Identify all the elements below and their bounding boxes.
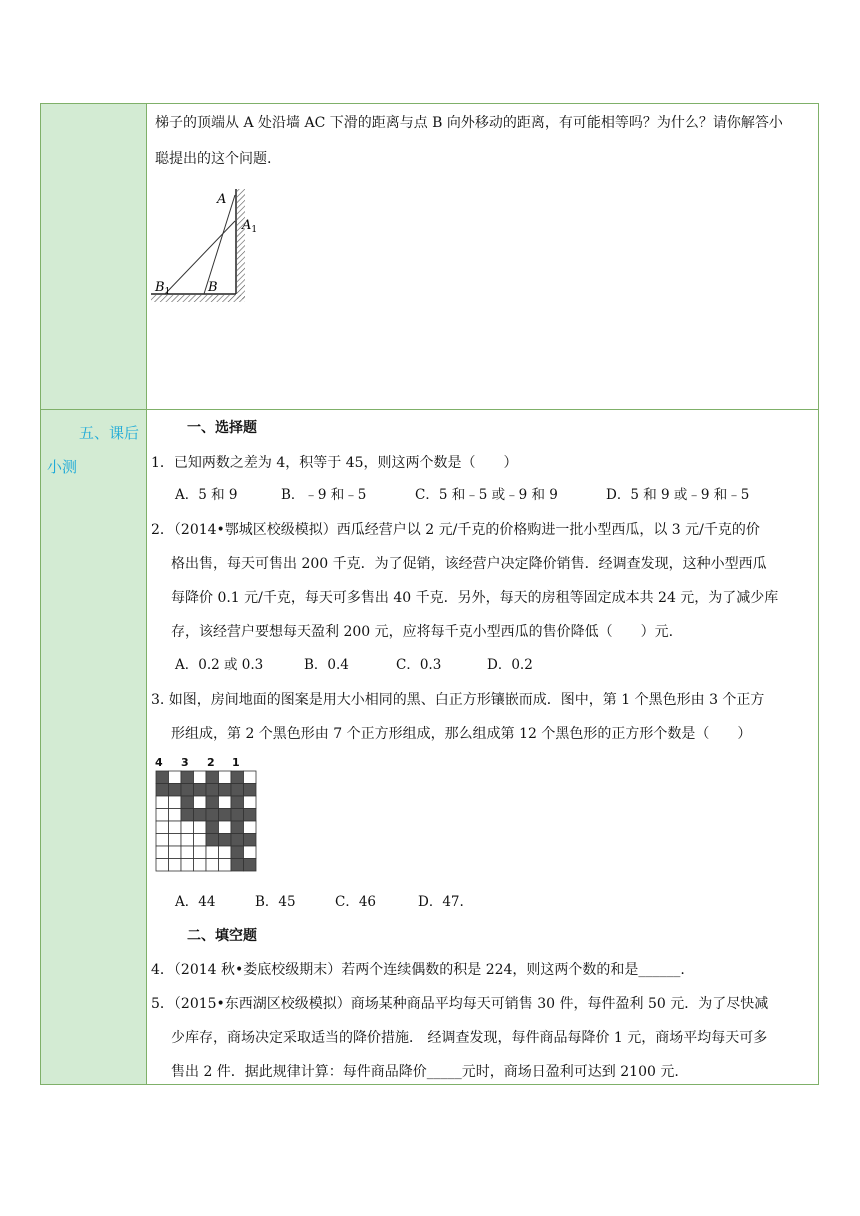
- tiling-number-1: 1: [232, 756, 240, 769]
- ladder-slid: [165, 221, 235, 294]
- tiling-cell: [219, 796, 232, 809]
- label-B: B: [208, 280, 218, 295]
- tiling-cell: [219, 771, 232, 784]
- q2-option-b: B．0.4: [304, 657, 349, 673]
- q1-option-a: A．5 和 9: [175, 487, 238, 503]
- tiling-cell: [156, 809, 169, 822]
- tiling-cell: [219, 834, 232, 847]
- tiling-cell: [156, 796, 169, 809]
- ladder-question-line1: 梯子的顶端从 A 处沿墙 AC 下滑的距离与点 B 向外移动的距离，有可能相等吗？为什么？请你解答小: [155, 115, 783, 131]
- choice-heading: 一、选择题: [187, 420, 257, 436]
- tiling-cell: [181, 796, 194, 809]
- q1-option-d: D．5 和 9 或﹣9 和﹣5: [606, 487, 750, 503]
- tiling-cell: [219, 809, 232, 822]
- q2-option-c: C．0.3: [396, 657, 442, 673]
- tiling-cell: [206, 784, 219, 797]
- tiling-cell: [244, 809, 257, 822]
- q3-option-b: B．45: [255, 894, 296, 910]
- section-label-line1: 五、课后: [79, 424, 140, 442]
- left-label-column: [41, 104, 146, 1084]
- tiling-cell: [169, 771, 182, 784]
- q2-line3: 每降价 0.1 元/千克，每天可多售出 40 千克．另外，每天的房租等固定成本共 24 元，为了减少库: [171, 590, 779, 606]
- tiling-cell: [244, 834, 257, 847]
- tiling-cell: [244, 796, 257, 809]
- tiling-cell: [206, 846, 219, 859]
- tiling-cell: [181, 859, 194, 872]
- tiling-cell: [194, 796, 207, 809]
- q3-line2: 形组成，第 2 个黑色形由 7 个正方形组成，那么组成第 12 个黑色形的正方形个数是（ ）: [171, 726, 752, 742]
- tiling-cell: [181, 834, 194, 847]
- tiling-cell: [181, 784, 194, 797]
- q3-line1: 3. 如图，房间地面的图案是用大小相同的黑、白正方形镶嵌而成．图中，第 1 个黑色形由 3 个正方: [151, 692, 765, 708]
- tiling-cell: [169, 821, 182, 834]
- q2-option-a: A．0.2 或 0.3: [175, 657, 264, 673]
- q3-option-c: C．46: [335, 894, 377, 910]
- tiling-grid: [155, 770, 267, 876]
- tiling-cell: [231, 771, 244, 784]
- tiling-cell: [231, 846, 244, 859]
- q2-line2: 格出售，每天可售出 200 千克．为了促销，该经营户决定降价销售．经调查发现，这种小型西瓜: [171, 556, 767, 572]
- tiling-cell: [244, 821, 257, 834]
- tiling-cell: [156, 846, 169, 859]
- tiling-cell: [231, 796, 244, 809]
- wall-hatch: [237, 189, 245, 299]
- tiling-cell: [231, 809, 244, 822]
- q3-option-a: A．44: [175, 894, 216, 910]
- ladder-question-line2: 聪提出的这个问题.: [155, 151, 272, 167]
- tiling-cell: [206, 796, 219, 809]
- tiling-cell: [181, 846, 194, 859]
- tiling-cell: [156, 859, 169, 872]
- tiling-cell: [169, 846, 182, 859]
- q5-line3: 售出 2 件．据此规律计算：每件商品降价_____元时，商场日盈利可达到 2100 元.: [171, 1064, 679, 1080]
- tiling-cell: [156, 784, 169, 797]
- tiling-cell: [169, 834, 182, 847]
- q1-text: 1．已知两数之差为 4，积等于 45，则这两个数是（ ）: [151, 455, 518, 471]
- tiling-cell: [244, 859, 257, 872]
- tiling-cell: [231, 834, 244, 847]
- worksheet-table: [40, 103, 819, 1085]
- tiling-cell: [219, 859, 232, 872]
- tiling-cell: [219, 821, 232, 834]
- q2-option-d: D．0.2: [487, 657, 533, 673]
- tiling-cell: [231, 859, 244, 872]
- ladder-figure: [147, 179, 277, 309]
- tiling-cell: [231, 784, 244, 797]
- tiling-cell: [181, 821, 194, 834]
- tiling-cell: [169, 809, 182, 822]
- tiling-number-4: 4: [155, 756, 163, 769]
- tiling-cell: [194, 846, 207, 859]
- tiling-cell: [181, 771, 194, 784]
- tiling-number-3: 3: [181, 756, 189, 769]
- fill-blank-heading: 二、填空题: [187, 928, 257, 944]
- tiling-cell: [194, 771, 207, 784]
- tiling-cell: [194, 834, 207, 847]
- label-A1: $A_1$: [242, 218, 258, 235]
- label-A: A: [217, 192, 227, 207]
- tiling-number-2: 2: [207, 756, 215, 769]
- tiling-cell: [206, 834, 219, 847]
- tiling-cell: [169, 784, 182, 797]
- label-B1: $B_1$: [155, 280, 171, 297]
- tiling-cell: [244, 771, 257, 784]
- q5-line1: 5．（2015•东西湖区校级模拟）商场某种商品平均每天可销售 30 件，每件盈利 50 元．为了尽快减: [151, 996, 769, 1012]
- q1-option-b: B．﹣9 和﹣5: [281, 487, 367, 503]
- q3-option-d: D．47.: [418, 894, 464, 910]
- tiling-cell: [206, 821, 219, 834]
- section-label-line2: 小测: [47, 458, 78, 476]
- tiling-cell: [194, 859, 207, 872]
- q2-line1: 2．（2014•鄂城区校级模拟）西瓜经营户以 2 元/千克的价格购进一批小型西瓜，以 3 元/千克的价: [151, 522, 760, 538]
- tiling-figure: [155, 756, 267, 876]
- row-divider: [41, 409, 818, 410]
- tiling-cell: [206, 771, 219, 784]
- tiling-cell: [194, 809, 207, 822]
- q2-line4: 存，该经营户要想每天盈利 200 元，应将每千克小型西瓜的售价降低（ ）元.: [171, 624, 674, 640]
- tiling-cell: [244, 846, 257, 859]
- tiling-cell: [194, 784, 207, 797]
- tiling-cell: [169, 859, 182, 872]
- tiling-cell: [219, 846, 232, 859]
- tiling-cell: [181, 809, 194, 822]
- tiling-cell: [206, 859, 219, 872]
- tiling-cell: [156, 821, 169, 834]
- q1-option-c: C．5 和﹣5 或﹣9 和 9: [415, 487, 558, 503]
- tiling-cell: [231, 821, 244, 834]
- tiling-cell: [194, 821, 207, 834]
- tiling-cell: [244, 784, 257, 797]
- tiling-cell: [156, 834, 169, 847]
- tiling-cell: [219, 784, 232, 797]
- tiling-cell: [206, 809, 219, 822]
- q4-text: 4．（2014 秋•娄底校级期末）若两个连续偶数的积是 224，则这两个数的和是______.: [151, 962, 685, 978]
- q5-line2: 少库存，商场决定采取适当的降价措施． 经调查发现，每件商品每降价 1 元，商场平均每天可多: [171, 1030, 768, 1046]
- tiling-cell: [156, 771, 169, 784]
- tiling-cell: [169, 796, 182, 809]
